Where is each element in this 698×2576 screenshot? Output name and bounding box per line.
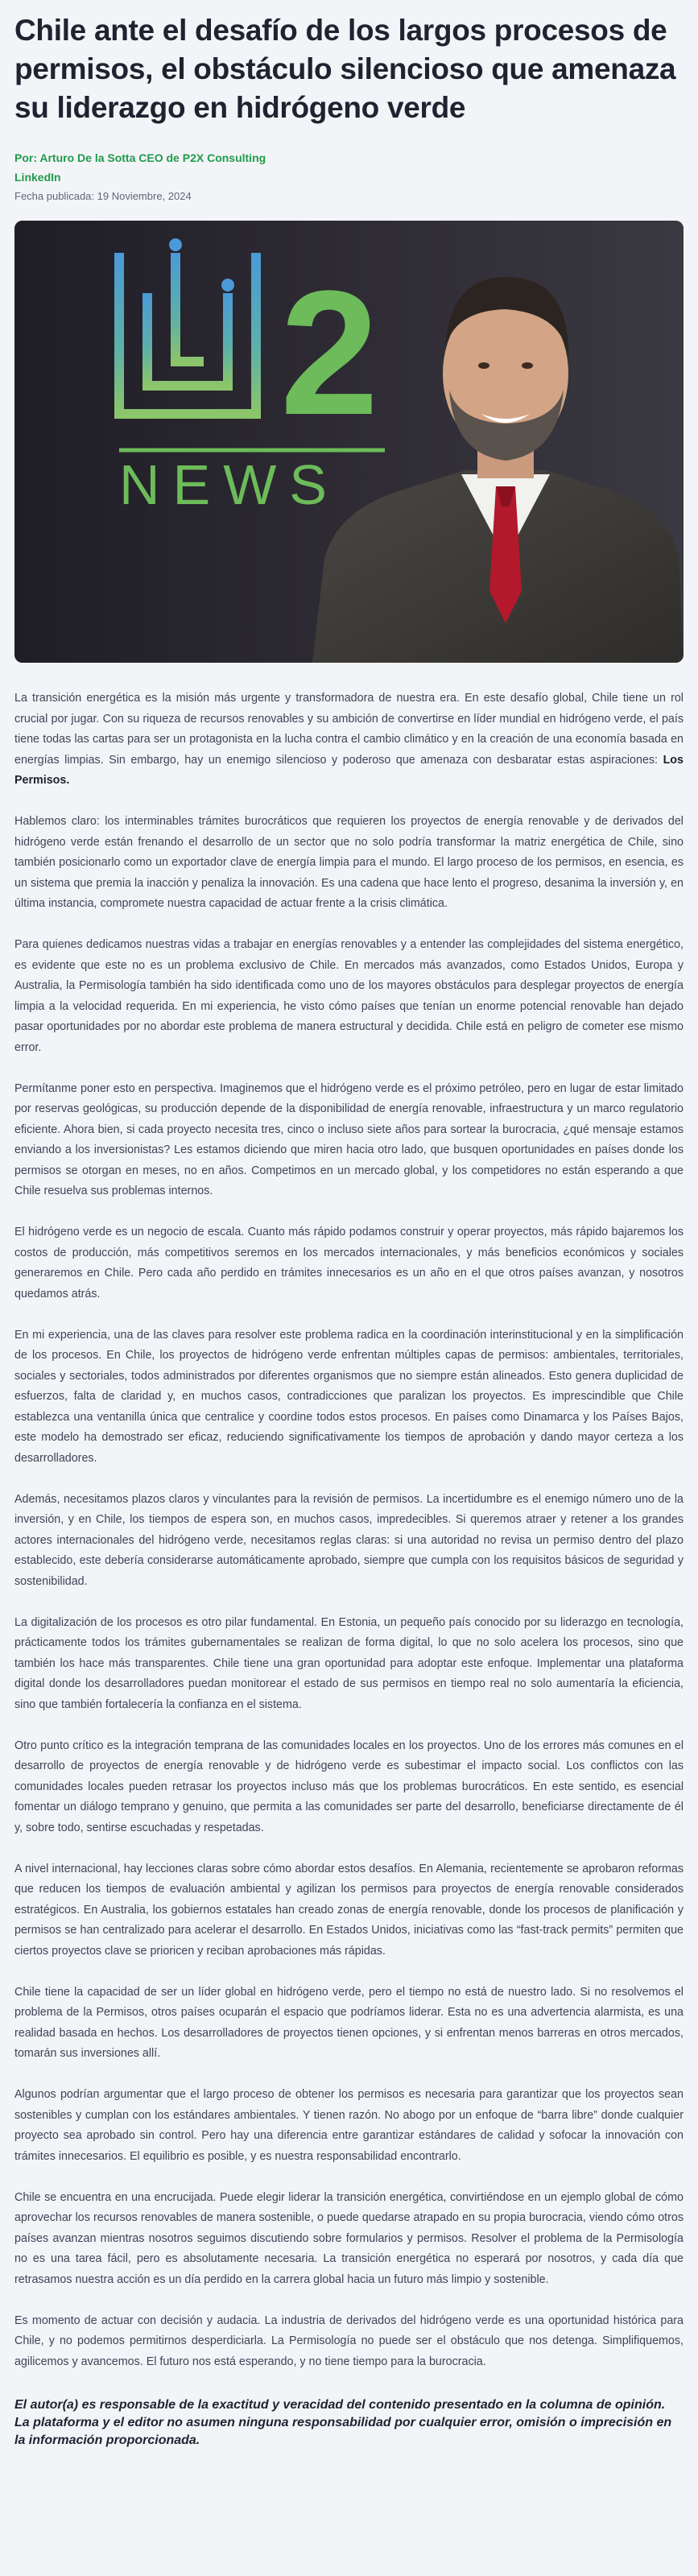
paragraph: A nivel internacional, hay lecciones claras sobre cómo abordar estos desafíos. En Alemania, recientemente se aprobaron reformas que reducen los tiempos de evaluación ambiental y agilizan los permisos para proyectos de energía renovable considerados estratégicos. En Australia, los gobiernos estatales han creado zonas de energía renovable, donde los procesos de planificación y permisos se han centralizado para acelerar el desarrollo. En Estados Unidos, iniciativas como las “fast-track permits” permiten que ciertos proyectos clave se prioricen y reciban aprobaciones más rápidas. bbox=[14, 1862, 684, 1958]
intro-text: La transición energética es la misión más urgente y transformadora de nuestra era. En este desafío global, Chile tiene un rol crucial por jugar. Con su riqueza de recursos renovables y su ambición de convertirse en líder mundial en hidrógeno verde, el país tiene todas las cartas para ser un protagonista en la lucha contra el cambio climático y en la creación de una economía basada en energías limpias. Sin embargo, hay un enemigo silencioso y poderoso que amenaza con desbaratar estas aspiraciones: bbox=[14, 692, 684, 767]
author-link[interactable]: Por: Arturo De la Sotta CEO de P2X Consulting bbox=[14, 151, 266, 164]
paragraph bbox=[14, 688, 684, 792]
intro-bold: Los Permisos. bbox=[14, 753, 684, 787]
publish-date: Fecha publicada: 19 Noviembre, 2024 bbox=[14, 190, 192, 202]
paragraph: En mi experiencia, una de las claves para resolver este problema radica en la coordinación interinstitucional y en la simplificación de los procesos. En Chile, los proyectos de hidrógeno verde enfrentan múltiples capas de permisos: ambientales, territoriales, sociales y sectoriales, todos administrados por diferentes organismos que no siempre están alineados. Esto genera duplicidad de esfuerzos, falta de claridad y, en muchos casos, contradicciones que paralizan los proyectos. Es imprescindible que Chile establezca una ventanilla única que centralice y coordine todos estos procesos. En países como Dinamarca y los Países Bajos, este modelo ha demostrado ser eficaz, reduciendo significativamente los tiempos de aprobación y dando mayor certeza a los desarrolladores. bbox=[14, 1328, 684, 1465]
article bbox=[14, 0, 684, 2466]
paragraph: Otro punto crítico es la integración temprana de las comunidades locales en los proyectos. Uno de los errores más comunes en el desarrollo de proyectos de energía renovable y de hidrógeno verde es subestimar el impacto social. Los conflictos con las comunidades locales pueden retrasar los proyectos incluso más que los problemas burocráticos. En este sentido, es esencial fomentar un diálogo temprano y genuino, que permita a las comunidades ser parte del desarrollo, beneficiarse directamente de él y, sobre todo, sentirse escuchadas y respetadas. bbox=[14, 1739, 684, 1834]
paragraph: Además, necesitamos plazos claros y vinculantes para la revisión de permisos. La incertidumbre es el enemigo número uno de la inversión, y en Chile, los tiempos de espera son, en muchos casos, impredecibles. Si queremos atraer y retener a los grandes actores internacionales del hidrógeno verde, necesitamos reglas claras: si una autoridad no revisa un permiso dentro del plazo establecido, este debería considerarse automáticamente aprobado, siempre que cumpla con los requisitos básicos de seguridad y sostenibilidad. bbox=[14, 1492, 684, 1588]
paragraph: Algunos podrían argumentar que el largo proceso de obtener los permisos es necesaria para garantizar que los proyectos sean sostenibles y cumplan con los estándares ambientales. Y tienen razón. No abogo por un enfoque de “barra libre” donde cualquier proyecto sea aprobado sin control. Pero hay una diferencia entre garantizar estándares de calidad y sofocar la innovación con trámites innecesarios. El equilibrio es posible, y es nuestra responsabilidad encontrarlo. bbox=[14, 2088, 684, 2163]
hero-image bbox=[14, 221, 684, 663]
paragraph: La digitalización de los procesos es otro pilar fundamental. En Estonia, un pequeño país conocido por su liderazgo en tecnología, prácticamente todos los trámites gubernamentales se realizan de forma digital, lo que no solo acelera los procesos, sino que también los hace más transparentes. Chile tiene una gran oportunidad para adoptar este enfoque. Implementar una plataforma digital donde los desarrolladores puedan monitorear el estado de sus permisos en tiempo real no solo aumentaría la eficiencia, sino que también fortalecería la confianza en el sistema. bbox=[14, 1615, 684, 1711]
paragraph: Hablemos claro: los interminables trámites burocráticos que requieren los proyectos de energía renovable y de derivados del hidrógeno verde están frenando el desarrollo de un sector que no solo podría transformar la matriz energética de Chile, sino también posicionarlo como un exportador clave de energía limpia para el mundo. El largo proceso de los permisos, en esencia, es un sistema que premia la inacción y penaliza la innovación. Es una cadena que hace lento el progreso, desanima la inversión y, en última instancia, compromete nuestra capacidad de actuar frente a la crisis climática. bbox=[14, 815, 684, 910]
byline bbox=[14, 148, 684, 187]
paragraph: Chile se encuentra en una encrucijada. Puede elegir liderar la transición energética, convirtiéndose en un ejemplo global de cómo aprovechar los recursos renovables de manera sostenible, o puede quedarse atrapado en su propia burocracia, viendo cómo otros países avanzan mientras nosotros seguimos discutiendo sobre formularios y permisos. Resolver el problema de la Permisología no es una tarea fácil, pero es absolutamente necesaria. La transición energética no esperará por nosotros, y cada día que retrasamos nuestra acción es un día perdido en la carrera global hacia un futuro más limpio y sostenible. bbox=[14, 2190, 684, 2286]
hero-illustration bbox=[14, 221, 684, 663]
article-title: Chile ante el desafío de los largos procesos de permisos, el obstáculo silencioso que amenaza su liderazgo en hidrógeno verde bbox=[14, 14, 676, 124]
disclaimer: El autor(a) es responsable de la exactitud y veracidad del contenido presentado en la columna de opinión. La plataforma y el editor no asumen ninguna responsabilidad por cualquier error, omisión o imprecisión en la información proporcionada. bbox=[14, 2398, 672, 2447]
paragraph: Para quienes dedicamos nuestras vidas a trabajar en energías renovables y a entender las complejidades del sistema energético, es evidente que este no es un problema exclusivo de Chile. En mercados más avanzados, como Estados Unidos, Europa y Australia, la Permisología también ha sido identificada como uno de los mayores obstáculos para desplegar proyectos de energía limpia a la velocidad requerida. En mi experiencia, he visto cómo países que tenían un enorme potencial renovable han dejado pasar oportunidades por no abordar este problema de manera estructural y decidida. Chile está en peligro de cometer ese mismo error. bbox=[14, 938, 684, 1054]
paragraph: El hidrógeno verde es un negocio de escala. Cuanto más rápido podamos construir y operar proyectos, más rápido bajaremos los costos de producción, más competitivos seremos en los mercados internacionales, y más beneficios económicos y sociales generaremos en Chile. Pero cada año perdido en trámites innecesarios es un año en el que otros países avanzan, y nosotros quedamos atrás. bbox=[14, 1226, 684, 1300]
paragraph: Permítanme poner esto en perspectiva. Imaginemos que el hidrógeno verde es el próximo petróleo, pero en lugar de estar limitado por reservas geológicas, su producción depende de la disponibilidad de energía renovable, infraestructura y un marco regulatorio eficiente. Ahora bien, si cada proyecto necesita tres, cinco o incluso siete años para sortear la burocracia, ¿qué mensaje estamos enviando a los inversionistas? Les estamos diciendo que miren hacia otro lado, que busquen oportunidades en países donde los permisos se otorgan en meses, no en años. Competimos en un mercado global, y los competidores no están esperando a que Chile resuelva sus problemas internos. bbox=[14, 1081, 684, 1197]
paragraph: Es momento de actuar con decisión y audacia. La industria de derivados del hidrógeno verde es una oportunidad histórica para Chile, y no podemos permitirnos desperdiciarla. La Permisología no puede ser el obstáculo que nos detenga. Simplifiquemos, agilicemos y avancemos. El futuro nos está esperando, y no tiene tiempo para la burocracia. bbox=[14, 2313, 684, 2368]
logo-number: 2 bbox=[280, 254, 379, 452]
logo-word: NEWS bbox=[119, 453, 340, 516]
linkedin-link[interactable]: LinkedIn bbox=[14, 171, 61, 184]
article-body bbox=[14, 688, 684, 2372]
paragraph: Chile tiene la capacidad de ser un líder global en hidrógeno verde, pero el tiempo no está de nuestro lado. Si no resolvemos el problema de la Permisos, otros países ocuparán el espacio que podríamos liderar. Esta no es una advertencia alarmista, es una realidad basada en hechos. Los desarrolladores de proyectos tienen opciones, y si enfrentan menos barreras en otros mercados, tomarán sus inversiones allí. bbox=[14, 1985, 684, 2060]
